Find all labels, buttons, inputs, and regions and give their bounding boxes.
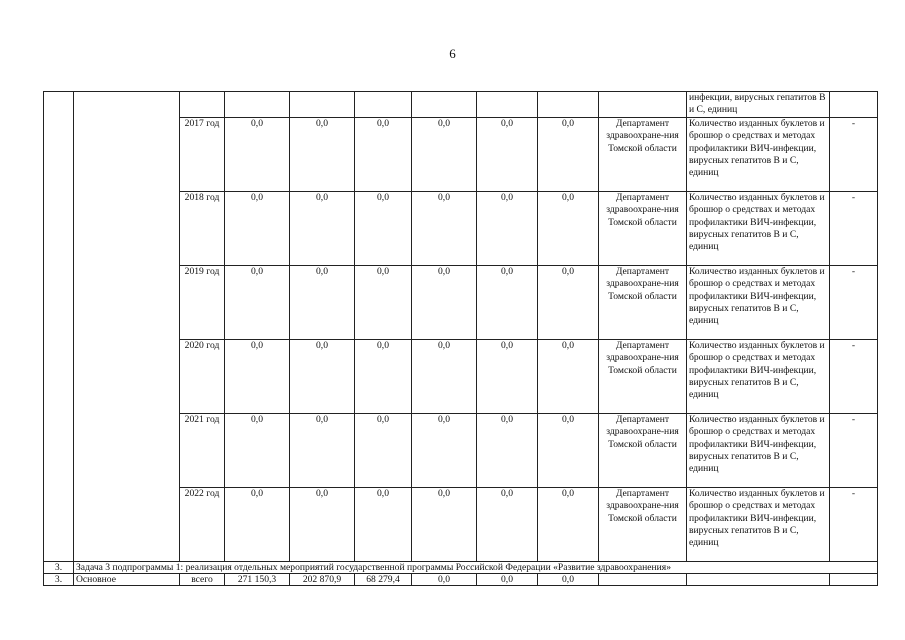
indicator-cell: Количество изданных буклетов и брошюр о средствах и методах профилактики ВИЧ-инфекции, вирусных гепатитов В и С, единиц bbox=[687, 339, 830, 413]
measure-name-cell: Основное bbox=[74, 573, 180, 585]
value-cell: 0,0 bbox=[290, 265, 355, 339]
target-cell: - bbox=[830, 339, 878, 413]
year-cell: 2017 год bbox=[180, 117, 225, 191]
year-cell: 2021 год bbox=[180, 413, 225, 487]
task-row bbox=[44, 561, 878, 573]
value-cell: 0,0 bbox=[290, 487, 355, 561]
value-cell: 0,0 bbox=[412, 573, 477, 585]
indicator-cell: Количество изданных буклетов и брошюр о средствах и методах профилактики ВИЧ-инфекции, вирусных гепатитов В и С, единиц bbox=[687, 191, 830, 265]
value-cell: 0,0 bbox=[538, 265, 599, 339]
target-cell: - bbox=[830, 265, 878, 339]
value-cell: 0,0 bbox=[225, 191, 290, 265]
department-cell: Департамент здравоохране-ния Томской области bbox=[599, 339, 687, 413]
value-cell: 0,0 bbox=[538, 573, 599, 585]
value-cell: 0,0 bbox=[477, 117, 538, 191]
table-row bbox=[44, 92, 878, 118]
indicator-cell: Количество изданных буклетов и брошюр о средствах и методах профилактики ВИЧ-инфекции, вирусных гепатитов В и С, единиц bbox=[687, 117, 830, 191]
value-cell: 0,0 bbox=[225, 487, 290, 561]
value-cell: 0,0 bbox=[355, 191, 412, 265]
value-cell: 0,0 bbox=[412, 191, 477, 265]
value-cell: 0,0 bbox=[355, 117, 412, 191]
value-cell: 0,0 bbox=[412, 413, 477, 487]
indicator-cell: Количество изданных буклетов и брошюр о средствах и методах профилактики ВИЧ-инфекции, вирусных гепатитов В и С, единиц bbox=[687, 487, 830, 561]
year-cell: 2019 год bbox=[180, 265, 225, 339]
value-cell: 0,0 bbox=[538, 339, 599, 413]
value-cell: 0,0 bbox=[290, 191, 355, 265]
value-cell: 202 870,9 bbox=[290, 573, 355, 585]
department-cell: Департамент здравоохране-ния Томской области bbox=[599, 487, 687, 561]
value-cell: 0,0 bbox=[225, 117, 290, 191]
value-cell: 0,0 bbox=[355, 265, 412, 339]
indicator-cell: Количество изданных буклетов и брошюр о средствах и методах профилактики ВИЧ-инфекции, вирусных гепатитов В и С, единиц bbox=[687, 265, 830, 339]
value-cell: 0,0 bbox=[538, 117, 599, 191]
indicator-cell bbox=[687, 573, 830, 585]
value-cell: 0,0 bbox=[290, 117, 355, 191]
value-cell: 0,0 bbox=[355, 339, 412, 413]
program-table bbox=[43, 91, 878, 586]
measure-name-cell bbox=[74, 92, 180, 562]
value-cell: 0,0 bbox=[355, 413, 412, 487]
value-cell: 0,0 bbox=[225, 339, 290, 413]
value-cell: 68 279,4 bbox=[355, 573, 412, 585]
department-cell: Департамент здравоохране-ния Томской области bbox=[599, 413, 687, 487]
value-cell: 0,0 bbox=[538, 413, 599, 487]
year-cell: 2020 год bbox=[180, 339, 225, 413]
value-cell: 0,0 bbox=[538, 487, 599, 561]
value-cell: 0,0 bbox=[477, 487, 538, 561]
value-cell: 0,0 bbox=[538, 191, 599, 265]
page-number: 6 bbox=[449, 46, 456, 61]
target-cell: - bbox=[830, 117, 878, 191]
value-cell: 0,0 bbox=[290, 413, 355, 487]
target-cell: - bbox=[830, 487, 878, 561]
target-cell bbox=[830, 573, 878, 585]
value-cell: 0,0 bbox=[290, 339, 355, 413]
value-cell: 0,0 bbox=[225, 413, 290, 487]
year-cell: 2022 год bbox=[180, 487, 225, 561]
department-cell bbox=[599, 573, 687, 585]
number-cell bbox=[44, 92, 74, 562]
main-measure-row bbox=[44, 573, 878, 585]
department-cell: Департамент здравоохране-ния Томской области bbox=[599, 191, 687, 265]
year-cell: 2018 год bbox=[180, 191, 225, 265]
indicator-cell: Количество изданных буклетов и брошюр о средствах и методах профилактики ВИЧ-инфекции, вирусных гепатитов В и С, единиц bbox=[687, 413, 830, 487]
value-cell: 0,0 bbox=[412, 487, 477, 561]
value-cell: 0,0 bbox=[477, 191, 538, 265]
department-cell: Департамент здравоохране-ния Томской области bbox=[599, 117, 687, 191]
number-cell: 3. bbox=[44, 561, 74, 573]
value-cell: 271 150,3 bbox=[225, 573, 290, 585]
value-cell: 0,0 bbox=[412, 339, 477, 413]
target-cell: - bbox=[830, 413, 878, 487]
value-cell: 0,0 bbox=[355, 487, 412, 561]
target-cell: - bbox=[830, 191, 878, 265]
period-cell: всего bbox=[180, 573, 225, 585]
value-cell: 0,0 bbox=[477, 339, 538, 413]
task-title: Задача 3 подпрограммы 1: реализация отдельных мероприятий государственной программы Российской Федерации «Развитие здравоохранения» bbox=[74, 561, 878, 573]
value-cell: 0,0 bbox=[412, 265, 477, 339]
indicator-cell: инфекции, вирусных гепатитов В и С, единиц bbox=[687, 92, 830, 118]
value-cell: 0,0 bbox=[412, 117, 477, 191]
value-cell: 0,0 bbox=[477, 573, 538, 585]
number-cell: 3. bbox=[44, 573, 74, 585]
value-cell: 0,0 bbox=[225, 265, 290, 339]
department-cell: Департамент здравоохране-ния Томской области bbox=[599, 265, 687, 339]
value-cell: 0,0 bbox=[477, 265, 538, 339]
value-cell: 0,0 bbox=[477, 413, 538, 487]
